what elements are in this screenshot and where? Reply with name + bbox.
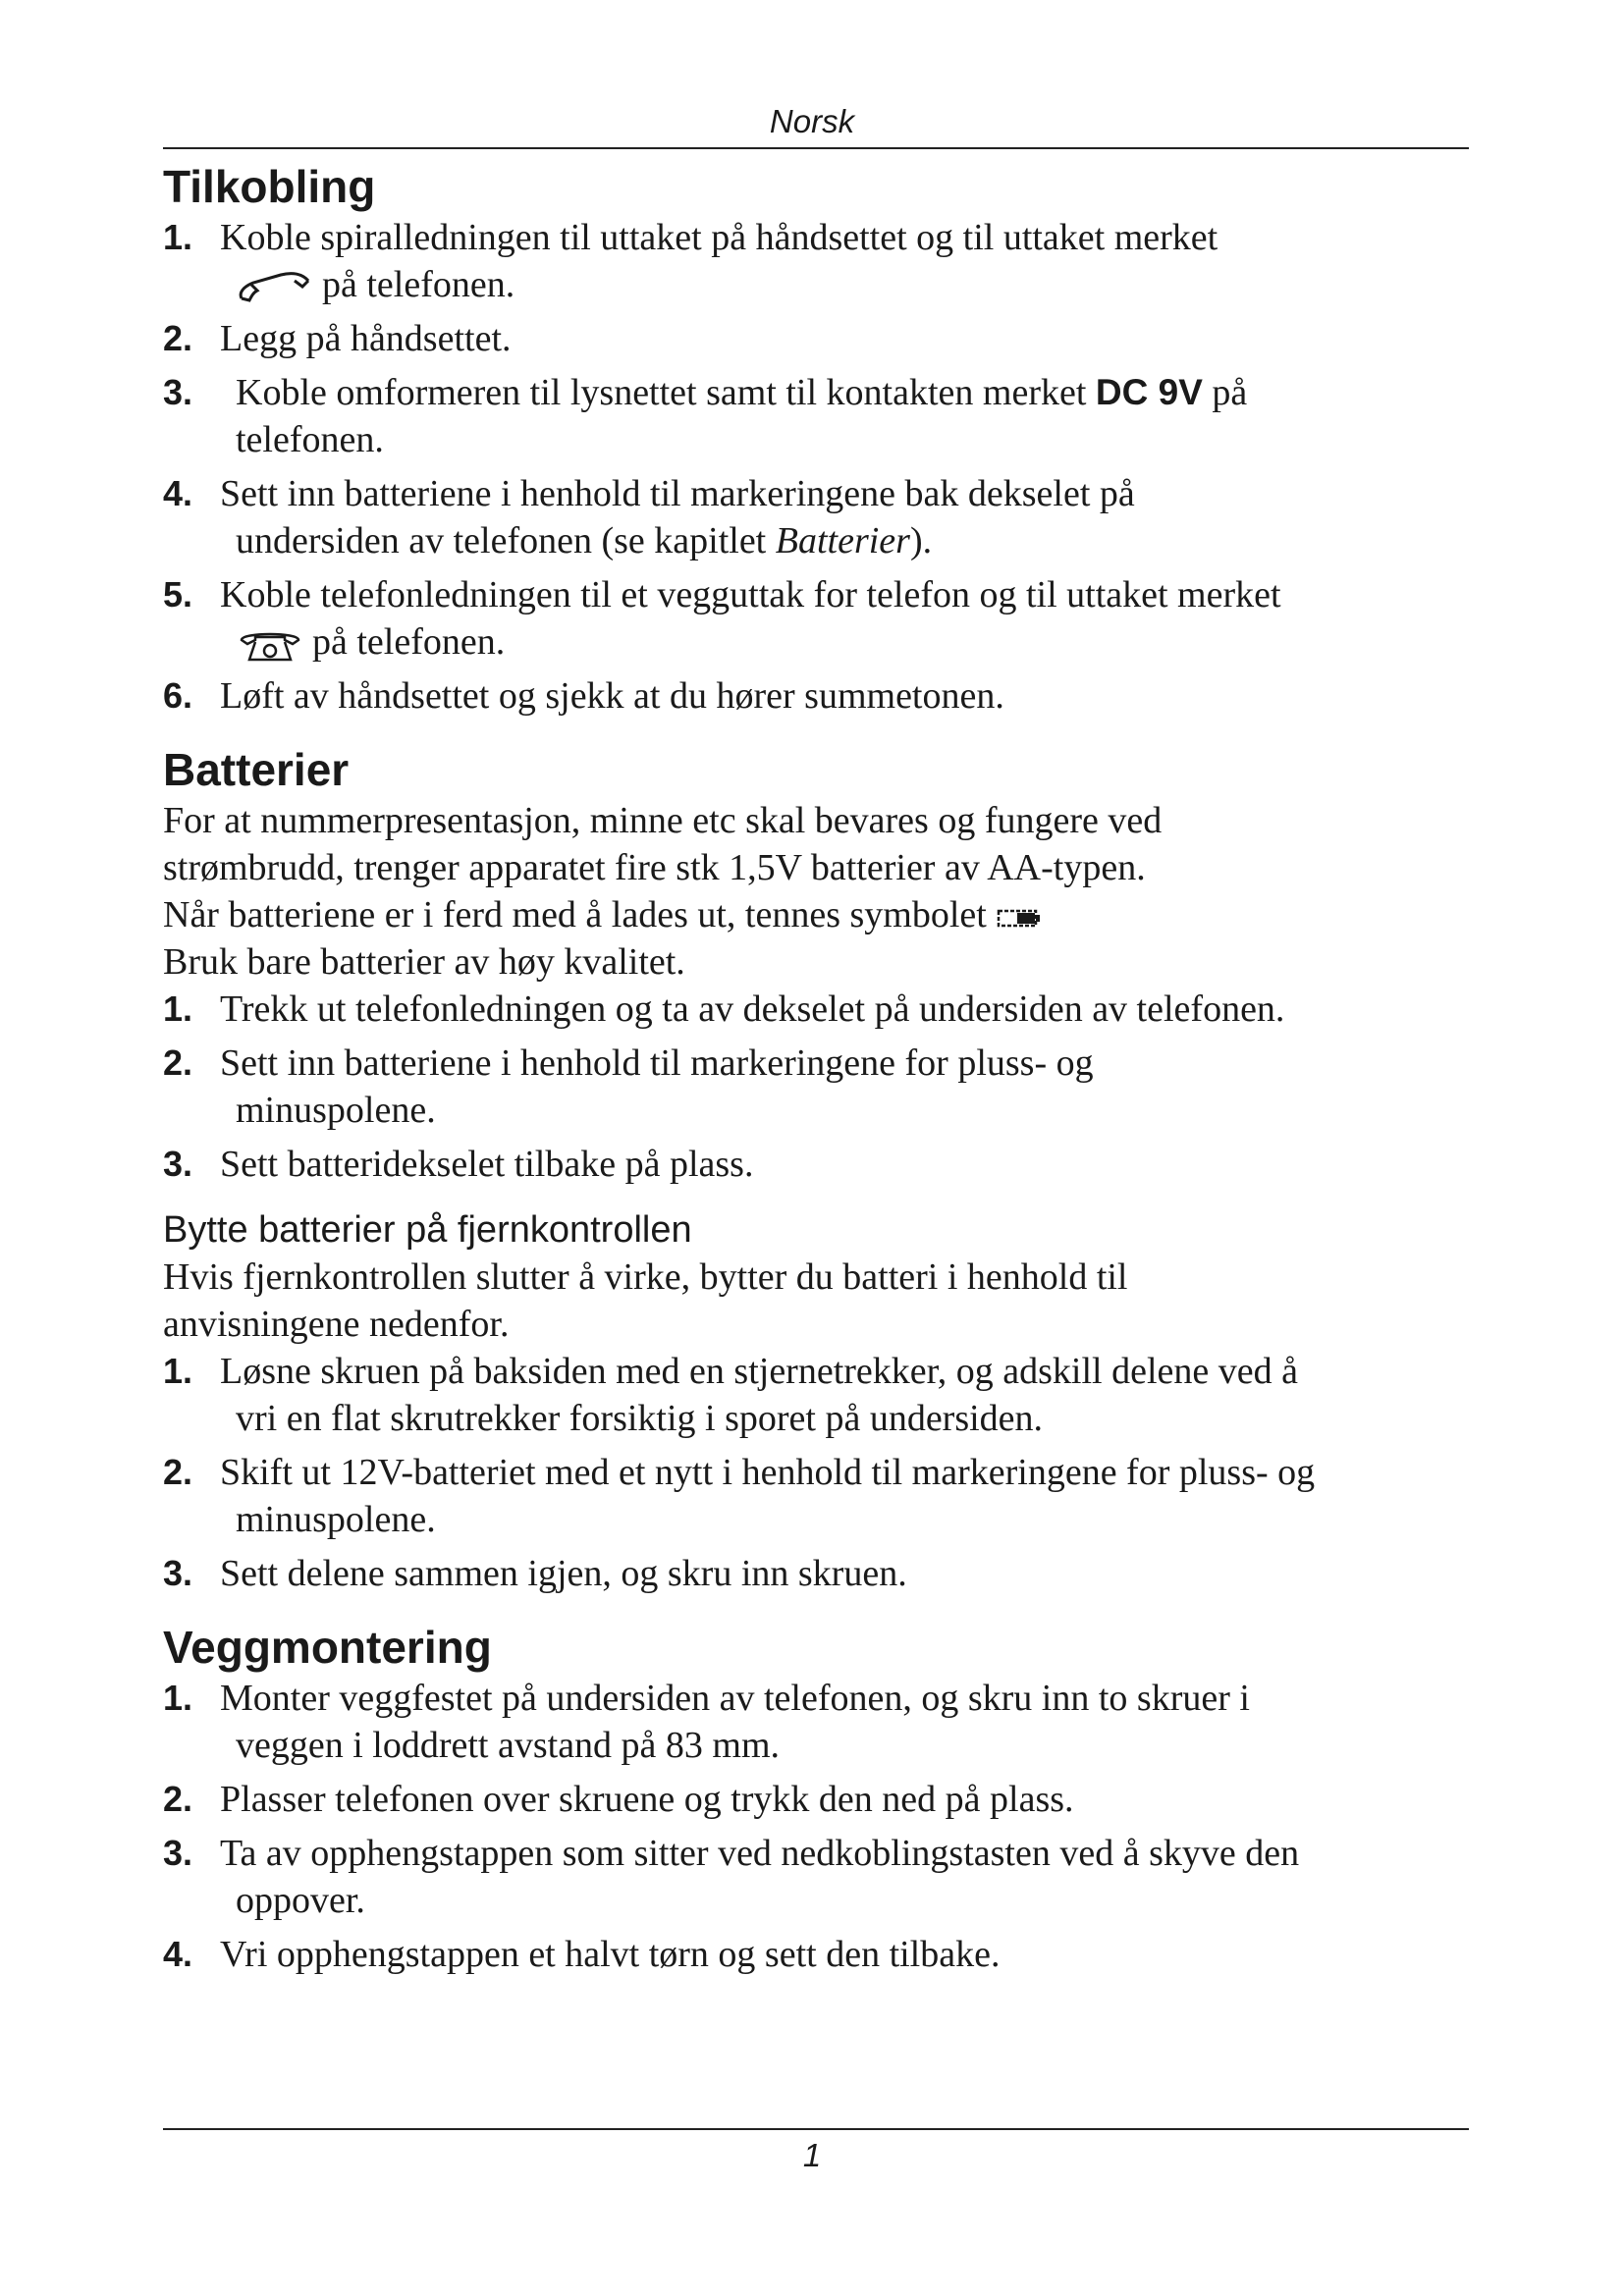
paragraph-line: anvisningene nedenfor.: [163, 1304, 510, 1345]
connector-label: DC 9V: [1095, 372, 1203, 412]
step-text: Sett delene sammen igjen, og skru inn skruen.: [220, 1553, 907, 1594]
step-number: 4.: [163, 1934, 193, 1974]
list-item: [163, 1040, 1479, 1134]
section-fjernkontroll: [163, 1206, 1479, 1597]
list-item: [163, 1675, 1479, 1769]
paragraph-line: Hvis fjernkontrollen slutter å virke, bytter du batteri i henhold til: [163, 1256, 1128, 1298]
step-number: 2.: [163, 1452, 193, 1492]
step-number: 6.: [163, 675, 193, 716]
step-number: 2.: [163, 318, 193, 358]
step-text: Koble spiralledningen til uttaket på håndsettet og til uttaket merket: [220, 217, 1218, 258]
step-text: Sett batteridekselet tilbake på plass.: [220, 1144, 754, 1185]
step-text-continued: undersiden av telefonen (se kapitlet: [236, 520, 767, 561]
paragraph-line: [163, 891, 1479, 938]
page-header-language: Norsk: [769, 103, 855, 139]
step-text: Koble omformeren til lysnettet samt til kontakten merket: [236, 372, 1087, 413]
step-list: [163, 214, 1479, 720]
document-body: [163, 159, 1479, 1985]
step-text: Plasser telefonen over skruene og trykk den ned på plass.: [220, 1779, 1074, 1820]
step-number: 3.: [163, 1144, 193, 1184]
paragraph-text: Når batteriene er i ferd med å lades ut, tennes symbolet: [163, 894, 987, 935]
step-text: Legg på håndsettet.: [220, 318, 512, 359]
list-item: [163, 1776, 1479, 1823]
step-text-continued: minuspolene.: [236, 1499, 436, 1540]
list-item: [163, 1830, 1479, 1924]
step-text: Monter veggfestet på undersiden av telefonen, og skru inn to skruer i: [220, 1678, 1250, 1719]
list-item: [163, 1550, 1479, 1597]
list-item: [163, 214, 1479, 308]
step-number: 3.: [163, 1553, 193, 1593]
step-text: Løsne skruen på baksiden med en stjernetrekker, og adskill delene ved å: [220, 1351, 1298, 1392]
section-title: Batterier: [163, 744, 350, 795]
subsection-title: Bytte batterier på fjernkontrollen: [163, 1209, 692, 1251]
step-text: Ta av opphengstappen som sitter ved nedkoblingstasten ved å skyve den: [220, 1833, 1300, 1874]
step-number: 1.: [163, 1678, 193, 1718]
step-text: Sett inn batteriene i henhold til markeringene for pluss- og: [220, 1042, 1094, 1084]
list-item: [163, 1348, 1479, 1442]
list-item: [163, 672, 1479, 720]
step-text-tail: ).: [909, 520, 933, 561]
header-rule: [163, 147, 1469, 149]
list-item: [163, 369, 1479, 463]
list-item: [163, 571, 1479, 666]
section-batterier: [163, 742, 1479, 1188]
section-title: Tilkobling: [163, 161, 376, 212]
list-item: [163, 315, 1479, 362]
step-text-continued: vri en flat skrutrekker forsiktig i sporet på undersiden.: [236, 1398, 1044, 1439]
handset-icon: [236, 271, 314, 304]
list-item: [163, 986, 1479, 1033]
step-number: 2.: [163, 1042, 193, 1083]
paragraph-line: For at nummerpresentasjon, minne etc skal bevares og fungere ved: [163, 800, 1163, 841]
telephone-icon: [236, 626, 304, 664]
step-number: 3.: [163, 372, 193, 412]
list-item: [163, 1931, 1479, 1978]
step-list: [163, 1675, 1479, 1978]
battery-low-icon: [996, 907, 1043, 929]
step-text-continued: telefonen.: [236, 419, 384, 460]
step-text-continued: minuspolene.: [236, 1090, 436, 1131]
step-number: 1.: [163, 217, 193, 257]
step-text: Vri opphengstappen et halvt tørn og sett den tilbake.: [220, 1934, 1001, 1975]
step-number: 4.: [163, 473, 193, 513]
step-text-continued: på telefonen.: [312, 621, 506, 663]
step-text: Koble telefonledningen til et vegguttak for telefon og til uttaket merket: [220, 574, 1281, 615]
page-number: 1: [802, 2137, 822, 2173]
step-list: [163, 1348, 1479, 1597]
paragraph-line: strømbrudd, trenger apparatet fire stk 1,5V batterier av AA-typen.: [163, 847, 1146, 888]
step-text: Skift ut 12V-batteriet med et nytt i henhold til markeringene for pluss- og: [220, 1452, 1316, 1493]
section-veggmontering: [163, 1620, 1479, 1978]
step-number: 3.: [163, 1833, 193, 1873]
footer-rule: [163, 2128, 1469, 2130]
list-item: [163, 1141, 1479, 1188]
step-text-tail: på: [1212, 372, 1248, 413]
step-number: 1.: [163, 988, 193, 1029]
step-number: 5.: [163, 574, 193, 614]
list-item: [163, 470, 1479, 564]
paragraph-line: Bruk bare batterier av høy kvalitet.: [163, 941, 685, 983]
step-text-continued: på telefonen.: [322, 264, 515, 305]
step-text-continued: oppover.: [236, 1880, 365, 1921]
step-text: Sett inn batteriene i henhold til markeringene bak dekselet på: [220, 473, 1135, 514]
step-text: Trekk ut telefonledningen og ta av dekselet på undersiden av telefonen.: [220, 988, 1285, 1030]
step-list: [163, 986, 1479, 1188]
section-tilkobling: [163, 159, 1479, 720]
step-number: 2.: [163, 1779, 193, 1819]
step-text: Løft av håndsettet og sjekk at du hører summetonen.: [220, 675, 1004, 717]
step-text-continued: veggen i loddrett avstand på 83 mm.: [236, 1725, 781, 1766]
list-item: [163, 1449, 1479, 1543]
section-title: Veggmontering: [163, 1622, 492, 1673]
step-number: 1.: [163, 1351, 193, 1391]
chapter-reference: Batterier: [775, 520, 910, 561]
